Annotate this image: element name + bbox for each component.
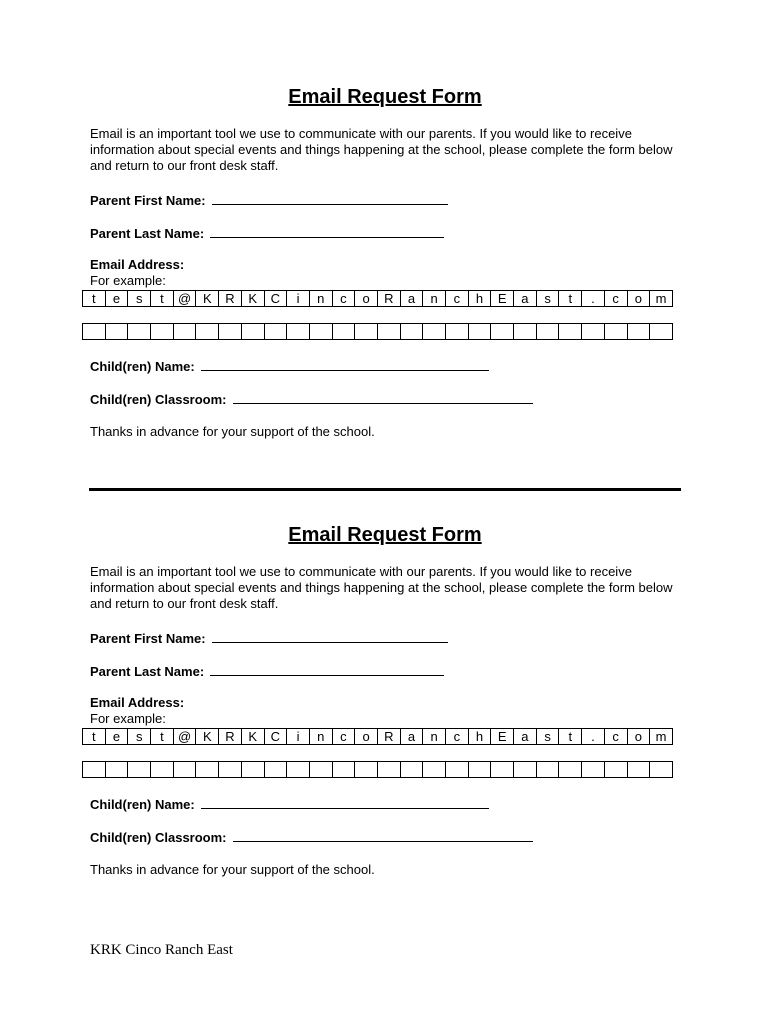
example-char-cell: t xyxy=(83,729,106,745)
parent-last-name-row xyxy=(90,663,444,679)
form-intro: Email is an important tool we use to communicate with our parents. If you would like to receive information about special events and things happening at the school, please complete the form below and return to our front desk staff. xyxy=(90,126,673,173)
email-entry-cell[interactable] xyxy=(559,324,582,340)
email-entry-cell[interactable] xyxy=(128,324,151,340)
example-char-cell: c xyxy=(604,729,627,745)
example-char-cell: a xyxy=(514,291,537,307)
example-char-cell: n xyxy=(423,291,446,307)
email-entry-row[interactable] xyxy=(83,762,673,778)
example-char-cell: t xyxy=(151,291,174,307)
email-entry-cell[interactable] xyxy=(400,762,423,778)
email-entry-cell[interactable] xyxy=(196,324,219,340)
example-char-cell: a xyxy=(514,729,537,745)
children-classroom-row xyxy=(90,829,533,845)
email-entry-cell[interactable] xyxy=(377,324,400,340)
example-label: For example: xyxy=(90,273,166,288)
email-entry-cell[interactable] xyxy=(355,762,378,778)
example-char-cell: R xyxy=(377,291,400,307)
email-entry-grid[interactable] xyxy=(82,323,673,340)
children-name-row xyxy=(90,358,489,374)
email-entry-cell[interactable] xyxy=(287,762,310,778)
example-char-cell: K xyxy=(241,729,264,745)
example-char-cell: o xyxy=(627,291,650,307)
children-name-field[interactable] xyxy=(201,358,489,371)
example-char-cell: n xyxy=(309,291,332,307)
email-entry-cell[interactable] xyxy=(332,762,355,778)
parent-last-name-label: Parent Last Name: xyxy=(90,226,205,241)
email-entry-row[interactable] xyxy=(83,324,673,340)
parent-first-name-label: Parent First Name: xyxy=(90,193,206,208)
email-entry-cell[interactable] xyxy=(423,762,446,778)
example-char-cell: E xyxy=(491,291,514,307)
example-char-cell: K xyxy=(241,291,264,307)
example-char-cell: i xyxy=(287,291,310,307)
example-char-cell: h xyxy=(468,729,491,745)
email-entry-cell[interactable] xyxy=(151,324,174,340)
children-classroom-row xyxy=(90,391,533,407)
parent-last-name-field[interactable] xyxy=(210,663,444,676)
example-char-cell: s xyxy=(128,729,151,745)
example-email-grid xyxy=(82,728,673,745)
parent-first-name-label: Parent First Name: xyxy=(90,631,206,646)
email-entry-cell[interactable] xyxy=(173,762,196,778)
email-entry-cell[interactable] xyxy=(309,762,332,778)
children-classroom-label: Child(ren) Classroom: xyxy=(90,392,227,407)
thanks-text: Thanks in advance for your support of the school. xyxy=(90,862,375,877)
email-entry-cell[interactable] xyxy=(151,762,174,778)
children-classroom-field[interactable] xyxy=(233,391,533,404)
email-entry-cell[interactable] xyxy=(83,762,106,778)
parent-first-name-row xyxy=(90,192,448,208)
email-entry-cell[interactable] xyxy=(650,762,673,778)
example-char-cell: o xyxy=(355,729,378,745)
email-entry-cell[interactable] xyxy=(604,762,627,778)
example-char-cell: t xyxy=(83,291,106,307)
email-address-label: Email Address: xyxy=(90,257,185,272)
example-char-cell: R xyxy=(219,729,242,745)
email-entry-cell[interactable] xyxy=(105,762,128,778)
email-entry-cell[interactable] xyxy=(468,762,491,778)
email-entry-cell[interactable] xyxy=(446,762,469,778)
email-entry-cell[interactable] xyxy=(287,324,310,340)
email-entry-cell[interactable] xyxy=(423,324,446,340)
children-name-field[interactable] xyxy=(201,796,489,809)
email-entry-cell[interactable] xyxy=(468,324,491,340)
example-char-cell: C xyxy=(264,291,287,307)
example-char-cell: E xyxy=(491,729,514,745)
email-entry-cell[interactable] xyxy=(241,324,264,340)
example-char-cell: m xyxy=(650,291,673,307)
example-char-cell: R xyxy=(219,291,242,307)
example-char-cell: @ xyxy=(173,729,196,745)
example-char-cell: m xyxy=(650,729,673,745)
email-entry-cell[interactable] xyxy=(627,324,650,340)
email-entry-cell[interactable] xyxy=(559,762,582,778)
email-entry-cell[interactable] xyxy=(491,762,514,778)
email-entry-cell[interactable] xyxy=(332,324,355,340)
parent-last-name-row xyxy=(90,225,444,241)
example-char-cell: o xyxy=(355,291,378,307)
example-char-cell: a xyxy=(400,729,423,745)
example-char-cell: c xyxy=(446,729,469,745)
separator-line xyxy=(89,488,681,491)
email-entry-cell[interactable] xyxy=(173,324,196,340)
email-entry-cell[interactable] xyxy=(514,762,537,778)
form-intro: Email is an important tool we use to communicate with our parents. If you would like to receive information about special events and things happening at the school, please complete the form below and return to our front desk staff. xyxy=(90,564,673,611)
example-char-cell: s xyxy=(128,291,151,307)
email-entry-cell[interactable] xyxy=(582,762,605,778)
example-email-row xyxy=(83,729,673,745)
example-char-cell: K xyxy=(196,729,219,745)
example-char-cell: s xyxy=(536,729,559,745)
email-entry-cell[interactable] xyxy=(446,324,469,340)
email-entry-cell[interactable] xyxy=(377,762,400,778)
email-entry-cell[interactable] xyxy=(241,762,264,778)
example-char-cell: C xyxy=(264,729,287,745)
example-char-cell: h xyxy=(468,291,491,307)
example-char-cell: @ xyxy=(173,291,196,307)
footer-school-name: KRK Cinco Ranch East xyxy=(90,942,233,958)
example-char-cell: t xyxy=(151,729,174,745)
example-char-cell: . xyxy=(582,729,605,745)
thanks-text: Thanks in advance for your support of the school. xyxy=(90,424,375,439)
email-entry-grid[interactable] xyxy=(82,761,673,778)
example-char-cell: R xyxy=(377,729,400,745)
children-classroom-field[interactable] xyxy=(233,829,533,842)
email-entry-cell[interactable] xyxy=(83,324,106,340)
parent-first-name-field[interactable] xyxy=(212,192,448,205)
email-entry-cell[interactable] xyxy=(309,324,332,340)
example-char-cell: i xyxy=(287,729,310,745)
example-char-cell: c xyxy=(332,729,355,745)
example-char-cell: . xyxy=(582,291,605,307)
email-entry-cell[interactable] xyxy=(604,324,627,340)
example-char-cell: e xyxy=(105,729,128,745)
parent-last-name-label: Parent Last Name: xyxy=(90,664,205,679)
email-entry-cell[interactable] xyxy=(196,762,219,778)
children-classroom-label: Child(ren) Classroom: xyxy=(90,830,227,845)
email-entry-cell[interactable] xyxy=(400,324,423,340)
email-entry-cell[interactable] xyxy=(219,324,242,340)
example-char-cell: t xyxy=(559,729,582,745)
example-char-cell: c xyxy=(332,291,355,307)
example-char-cell: c xyxy=(446,291,469,307)
example-email-row xyxy=(83,291,673,307)
email-entry-cell[interactable] xyxy=(264,762,287,778)
email-entry-cell[interactable] xyxy=(264,324,287,340)
children-name-row xyxy=(90,796,489,812)
email-address-label: Email Address: xyxy=(90,695,185,710)
example-email-grid xyxy=(82,290,673,307)
form-title: Email Request Form xyxy=(288,524,482,546)
parent-first-name-field[interactable] xyxy=(212,630,448,643)
example-char-cell: n xyxy=(309,729,332,745)
example-char-cell: a xyxy=(400,291,423,307)
email-entry-cell[interactable] xyxy=(514,324,537,340)
email-entry-cell[interactable] xyxy=(105,324,128,340)
example-char-cell: o xyxy=(627,729,650,745)
example-char-cell: s xyxy=(536,291,559,307)
email-entry-cell[interactable] xyxy=(219,762,242,778)
example-char-cell: c xyxy=(604,291,627,307)
email-entry-cell[interactable] xyxy=(582,324,605,340)
example-label: For example: xyxy=(90,711,166,726)
email-entry-cell[interactable] xyxy=(128,762,151,778)
children-name-label: Child(ren) Name: xyxy=(90,797,195,812)
email-entry-cell[interactable] xyxy=(536,762,559,778)
email-entry-cell[interactable] xyxy=(491,324,514,340)
email-entry-cell[interactable] xyxy=(355,324,378,340)
form-title: Email Request Form xyxy=(288,86,482,108)
email-entry-cell[interactable] xyxy=(536,324,559,340)
parent-first-name-row xyxy=(90,630,448,646)
example-char-cell: e xyxy=(105,291,128,307)
example-char-cell: t xyxy=(559,291,582,307)
example-char-cell: K xyxy=(196,291,219,307)
children-name-label: Child(ren) Name: xyxy=(90,359,195,374)
example-char-cell: n xyxy=(423,729,446,745)
parent-last-name-field[interactable] xyxy=(210,225,444,238)
email-entry-cell[interactable] xyxy=(650,324,673,340)
email-entry-cell[interactable] xyxy=(627,762,650,778)
